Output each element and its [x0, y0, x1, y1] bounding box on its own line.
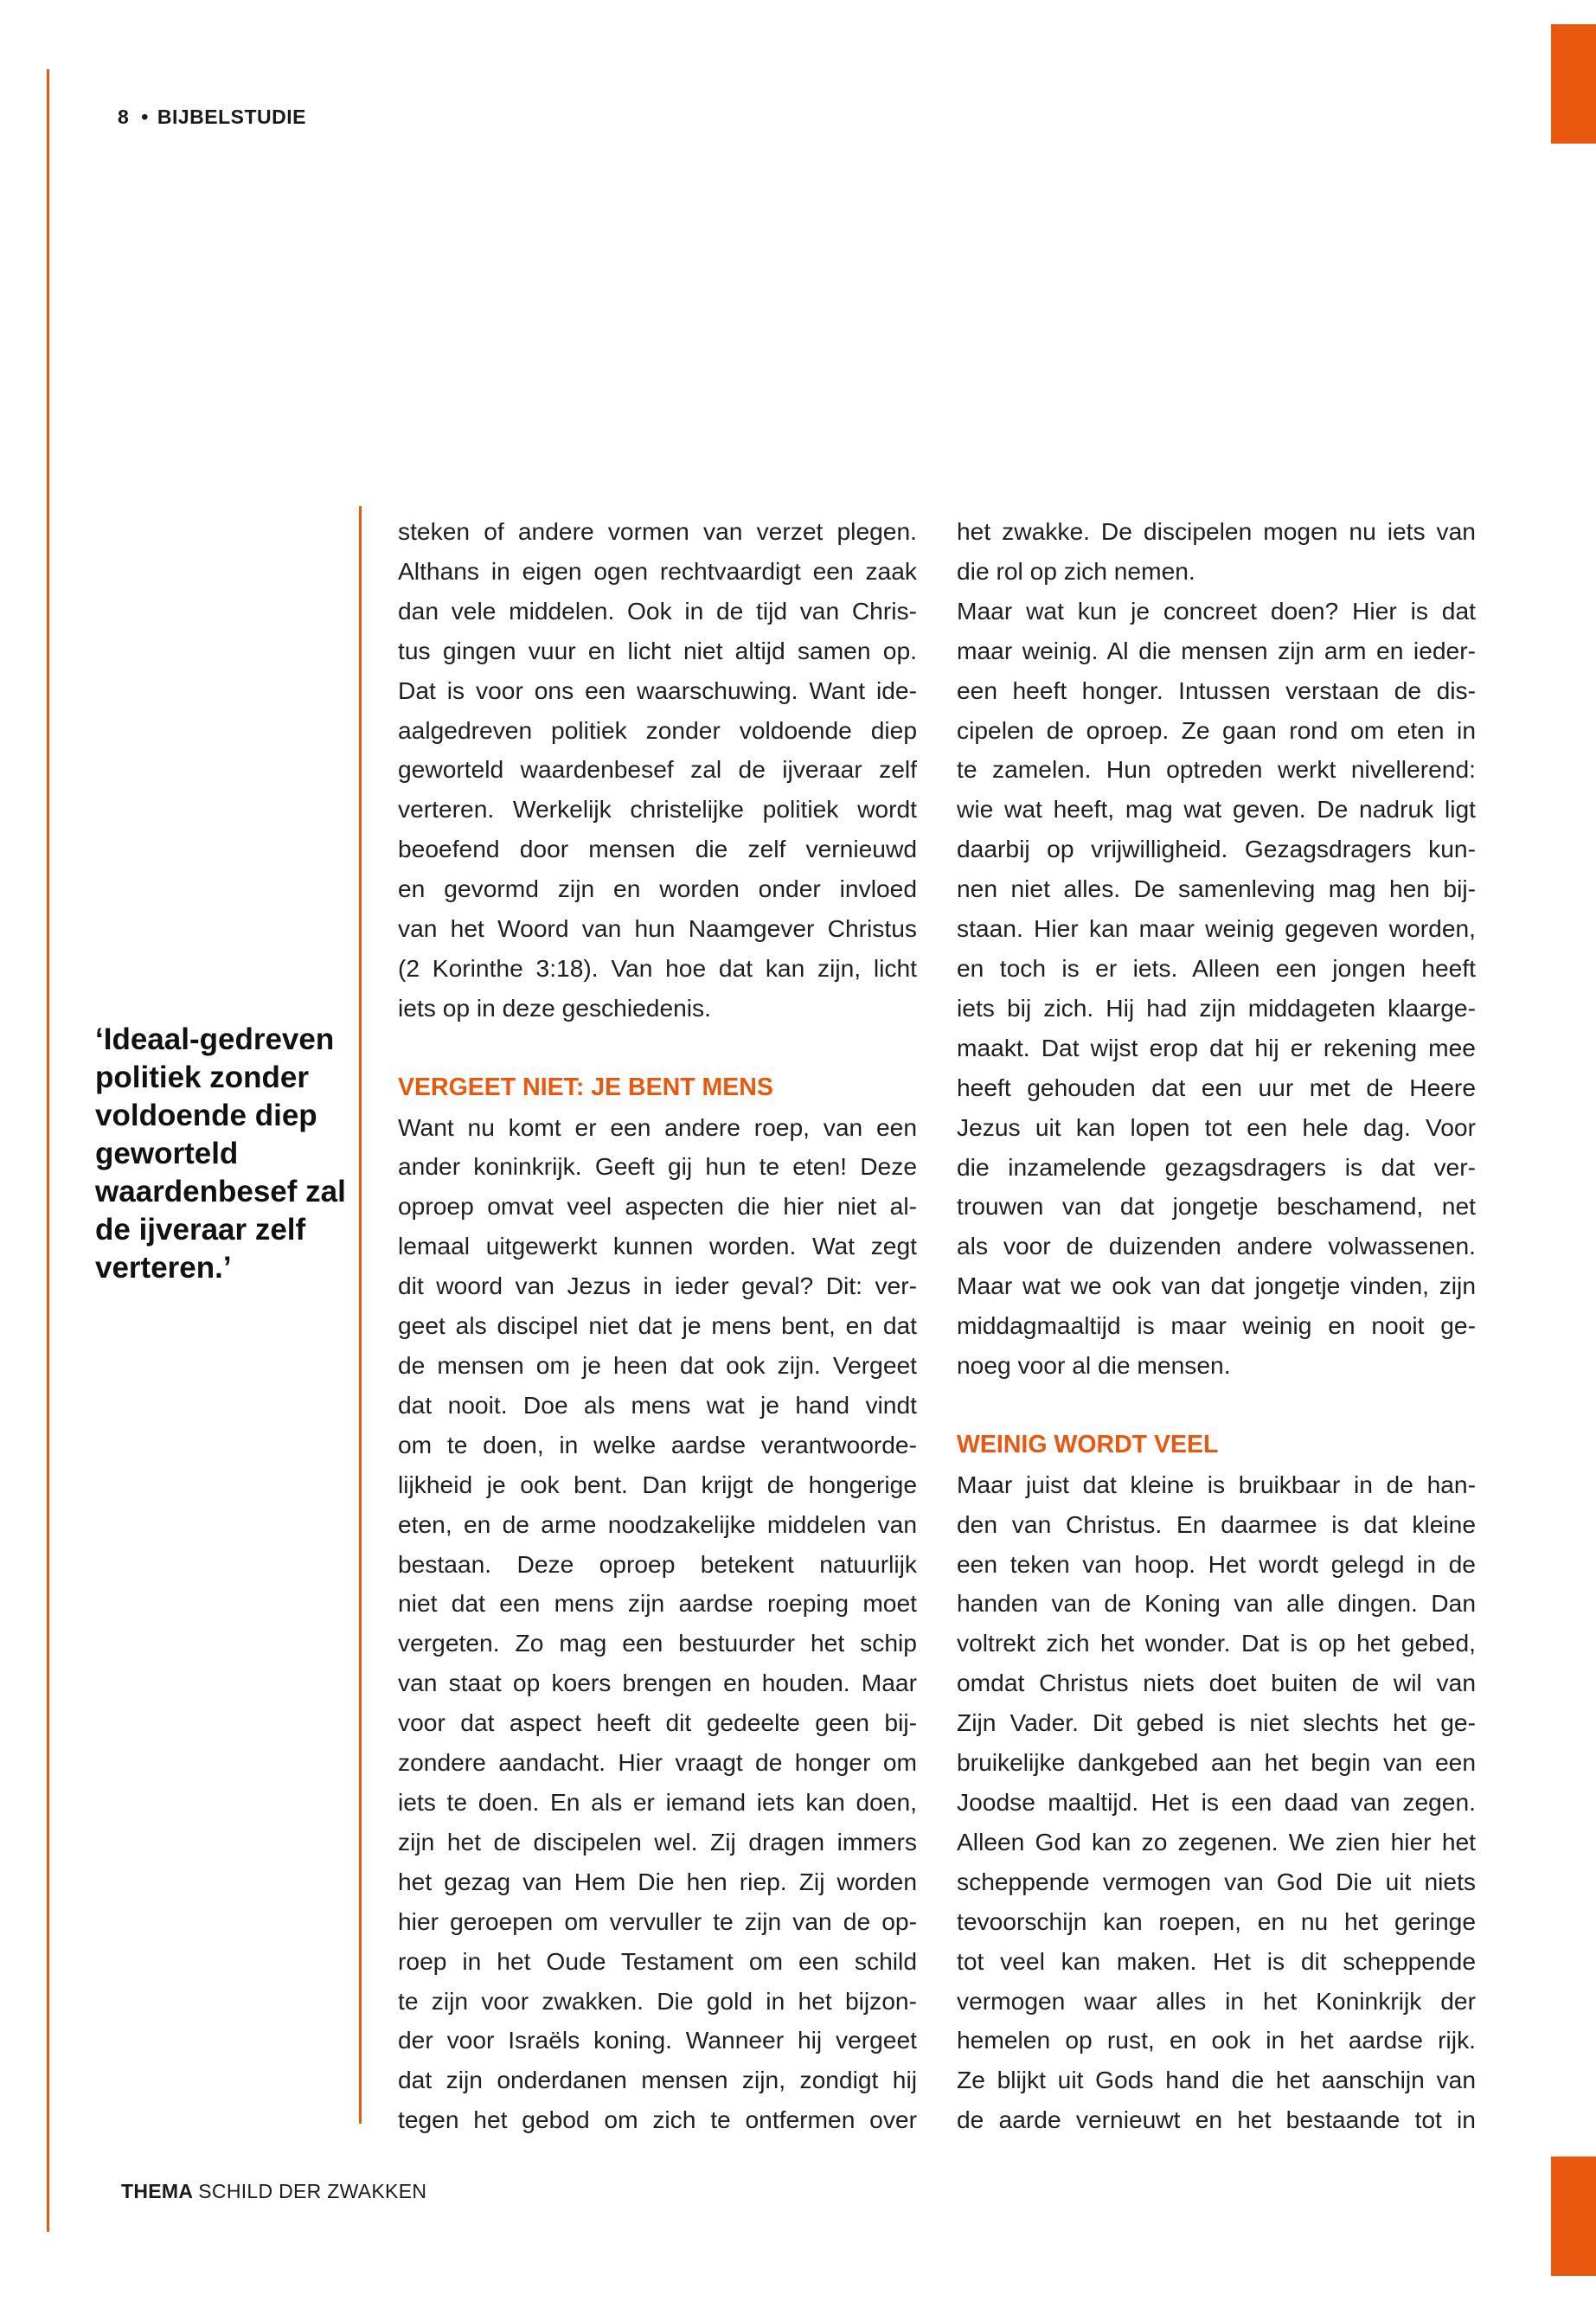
text-line: nen niet alles. De samenleving mag hen bij- [957, 875, 1476, 903]
text-line: lemaal uitgewerkt kunnen worden. Wat zegt [398, 1232, 917, 1260]
text-line: tegen het gebod om zich te ontfermen over [398, 2106, 917, 2134]
text-line: beoefend door mensen die zelf vernieuwd [398, 835, 917, 863]
text-line: niet dat een mens zijn aardse roeping moet [398, 1589, 917, 1618]
text-line: een heeft honger. Intussen verstaan de dis- [957, 676, 1476, 704]
text-line: ander koninkrijk. Geeft gij hun te eten! Deze [398, 1152, 917, 1181]
text-line: staan. Hier kan maar weinig gegeven worden, [957, 914, 1476, 943]
page-footer [121, 2180, 426, 2203]
text-line: te zamelen. Hun optreden werkt nivellerend: [957, 755, 1476, 784]
text-line: geet als discipel niet dat je mens bent, en dat [398, 1311, 917, 1340]
text-line: vergeten. Zo mag een bestuurder het schip [398, 1629, 917, 1657]
text-line: hier geroepen om vervuller te zijn van de op- [398, 1907, 917, 1935]
text-line: die inzamelende gezagsdragers is dat ver- [957, 1152, 1476, 1181]
page-number: 8 [118, 106, 130, 128]
footer-thema-label: THEMA [121, 2180, 194, 2202]
text-line: daarbij op vrijwilligheid. Gezagsdragers kun- [957, 835, 1476, 863]
section-title: BIJBELSTUDIE [157, 106, 306, 128]
text-line: scheppende vermogen van God Die uit niets [957, 1867, 1476, 1895]
text-line: (2 Korinthe 3:18). Van hoe dat kan zijn, licht [398, 953, 917, 982]
text-column-2 [957, 512, 1476, 2140]
text-line: trouwen van dat jongetje beschamend, net [957, 1192, 1476, 1221]
text-line: der voor Israëls koning. Wanneer hij vergeet [398, 2026, 917, 2054]
text-line: omdat Christus niets doet buiten de wil van [957, 1669, 1476, 1697]
column-divider-rule [359, 506, 362, 2124]
text-line: oproep omvat veel aspecten die hier niet al- [398, 1192, 917, 1221]
text-line: middagmaaltijd is maar weinig en nooit ge- [957, 1311, 1476, 1340]
text-line: Dat is voor ons een waarschuwing. Want ide- [398, 676, 917, 704]
text-line: verteren. Werkelijk christelijke politiek wordt [398, 795, 917, 824]
text-line: Joodse maaltijd. Het is een daad van zegen. [957, 1787, 1476, 1816]
text-line: als voor de duizenden andere volwassenen. [957, 1232, 1476, 1260]
text-line: voor dat aspect heeft dit gedeelte geen bij- [398, 1708, 917, 1737]
text-line: Want nu komt er een andere roep, van een [398, 1112, 917, 1141]
text-line: bestaan. Deze oproep betekent natuurlijk [398, 1549, 917, 1578]
orange-tab-top [1551, 24, 1596, 144]
orange-tab-bottom [1551, 2157, 1596, 2276]
text-line: zondere aandacht. Hier vraagt de honger om [398, 1748, 917, 1777]
text-line: Zijn Vader. Dit gebed is niet slechts het ge- [957, 1708, 1476, 1737]
section-heading-weinig-wordt-veel: WEINIG WORDT VEEL [957, 1430, 1219, 1458]
text-line: maar weinig. Al die mensen zijn arm en ieder- [957, 636, 1476, 664]
text-line: het gezag van Hem Die hen riep. Zij worden [398, 1867, 917, 1895]
text-line: geworteld waardenbesef zal de ijveraar zelf [398, 755, 917, 784]
text-line: dat zijn onderdanen mensen zijn, zondigt hij [398, 2066, 917, 2094]
text-line: Maar wat we ook van dat jongetje vinden, zijn [957, 1272, 1476, 1300]
text-line: zijn het de discipelen wel. Zij dragen immers [398, 1827, 917, 1856]
text-line: iets op in deze geschiedenis. [398, 993, 711, 1022]
left-margin-rule [47, 69, 49, 2232]
text-line: te zijn voor zwakken. Die gold in het bijzon- [398, 1986, 917, 2015]
text-line: wie wat heeft, mag wat geven. De nadruk ligt [957, 795, 1476, 824]
footer-title: SCHILD DER ZWAKKEN [198, 2180, 427, 2202]
text-line: van het Woord van hun Naamgever Christus [398, 914, 917, 943]
text-line: cipelen de oproep. Ze gaan rond om eten in [957, 715, 1476, 744]
text-line: de aarde vernieuwt en het bestaande tot in [957, 2106, 1476, 2134]
text-line: bruikelijke dankgebed aan het begin van een [957, 1748, 1476, 1777]
text-line: aalgedreven politiek zonder voldoende diep [398, 715, 917, 744]
text-line: en gevormd zijn en worden onder invloed [398, 875, 917, 903]
text-line: de mensen om je heen dat ook zijn. Vergeet [398, 1351, 917, 1380]
text-line: vermogen waar alles in het Koninkrijk der [957, 1986, 1476, 2015]
text-line: van staat op koers brengen en houden. Maar [398, 1669, 917, 1697]
text-line: Alleen God kan zo zegenen. We zien hier het [957, 1827, 1476, 1856]
text-line: dat nooit. Doe als mens wat je hand vindt [398, 1390, 917, 1419]
bullet-separator: • [141, 106, 149, 128]
text-column-1 [398, 512, 917, 2140]
text-line: voltrekt zich het wonder. Dat is op het gebed, [957, 1629, 1476, 1657]
pull-quote: ‘Ideaal-gedreven politiek zonder voldoende diep geworteld waardenbesef zal de ijveraar zelf verteren.’ [95, 1022, 346, 1285]
text-line: Althans in eigen ogen rechtvaardigt een zaak [398, 556, 917, 585]
text-line: tot veel kan maken. Het is dit scheppende [957, 1946, 1476, 1975]
text-line: Jezus uit kan lopen tot een hele dag. Voor [957, 1112, 1476, 1141]
section-heading-vergeet-niet: VERGEET NIET: JE BENT MENS [398, 1073, 773, 1101]
text-line: tus gingen vuur en licht niet altijd samen op. [398, 636, 917, 664]
text-line: tevoorschijn kan roepen, en nu het geringe [957, 1907, 1476, 1935]
text-line: Ze blijkt uit Gods hand die het aanschijn van [957, 2066, 1476, 2094]
text-line: een teken van hoop. Het wordt gelegd in de [957, 1549, 1476, 1578]
text-line: het zwakke. De discipelen mogen nu iets van [957, 517, 1476, 545]
page-header [118, 106, 306, 129]
text-line: maakt. Dat wijst erop dat hij er rekening mee [957, 1033, 1476, 1061]
text-line: eten, en de arme noodzakelijke middelen van [398, 1509, 917, 1538]
text-line: den van Christus. En daarmee is dat kleine [957, 1509, 1476, 1538]
text-line: noeg voor al die mensen. [957, 1351, 1231, 1380]
text-line: die rol op zich nemen. [957, 556, 1195, 585]
text-line: hemelen op rust, en ook in het aardse rijk. [957, 2026, 1476, 2054]
text-line: dit woord van Jezus in ieder geval? Dit: ver- [398, 1272, 917, 1300]
text-line: Maar wat kun je concreet doen? Hier is dat [957, 596, 1476, 625]
text-line: steken of andere vormen van verzet plegen. [398, 517, 917, 545]
text-line: roep in het Oude Testament om een schild [398, 1946, 917, 1975]
text-line: en toch is er iets. Alleen een jongen heeft [957, 953, 1476, 982]
text-line: om te doen, in welke aardse verantwoorde- [398, 1430, 917, 1458]
text-line: dan vele middelen. Ook in de tijd van Chris- [398, 596, 917, 625]
text-line: iets te doen. En als er iemand iets kan doen, [398, 1787, 917, 1816]
text-line: lijkheid je ook bent. Dan krijgt de hongerige [398, 1470, 917, 1498]
text-line: iets bij zich. Hij had zijn middageten klaarge- [957, 993, 1476, 1022]
text-line: heeft gehouden dat een uur met de Heere [957, 1073, 1476, 1101]
text-line: Maar juist dat kleine is bruikbaar in de han- [957, 1470, 1476, 1498]
text-line: handen van de Koning van alle dingen. Dan [957, 1589, 1476, 1618]
